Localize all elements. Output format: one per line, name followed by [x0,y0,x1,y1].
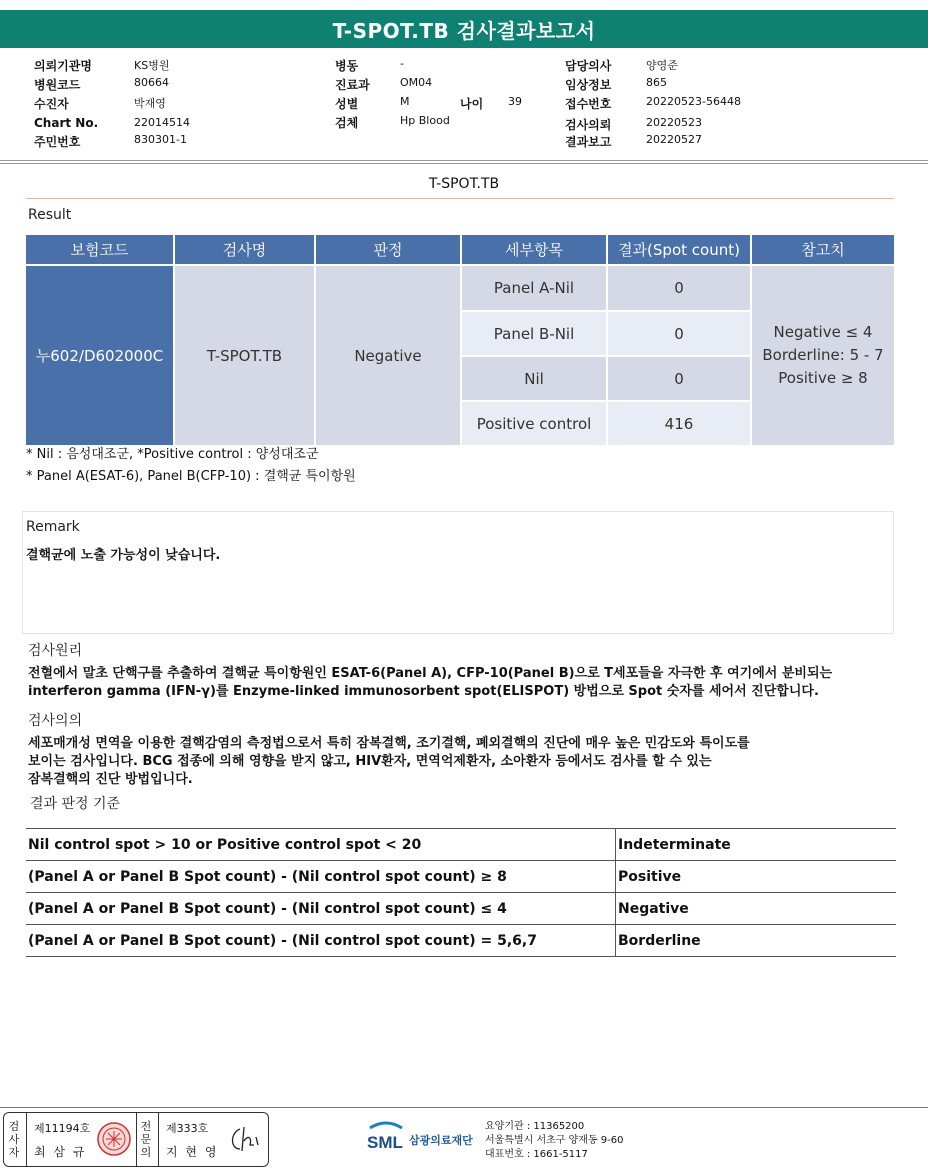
org-name: 삼광의료재단 [409,1134,473,1147]
specialist-label: 전문의 [140,1120,152,1159]
label-receipt-no: 접수번호 [565,97,612,111]
patient-info [0,50,928,160]
value-department: OM04 [400,76,433,89]
remark-label: Remark [26,519,80,535]
result-header-row [26,235,894,264]
criteria-result: Indeterminate [616,829,897,861]
reference-borderline: Borderline: 5 - 7 [762,346,884,364]
value-clinical-info: 865 [646,76,667,89]
value-id-no: 830301-1 [134,133,187,146]
insurance-code: 누602/D602000C [26,266,173,445]
significance-line: 잠복결핵의 진단 방법입니다. [28,772,193,787]
note-panel: * Panel A(ESAT-6), Panel B(CFP-10) : 결핵균 특이항원 [26,469,356,484]
item-cell: Panel B-Nil [462,312,606,355]
principle-line: 전혈에서 말초 단핵구를 추출하여 결핵균 특이항원인 ESAT-6(Panel A), CFP-10(Panel B)으로 T세포들을 자극한 후 여기에서 분비되는 [28,666,833,681]
seal-stamp-icon [96,1121,132,1157]
org-info [485,1120,624,1162]
label-id-no: 주민번호 [34,135,81,149]
col-header-result: 결과(Spot count) [608,235,750,264]
label-doctor: 담당의사 [565,59,612,73]
value-sex: M [400,95,410,108]
result-table [24,233,896,447]
remark-text: 결핵균에 노출 가능성이 낮습니다. [26,548,221,563]
result-cell: 0 [608,266,750,310]
table-row [26,893,896,925]
label-department: 진료과 [335,78,370,92]
report-title: T-SPOT.TB 검사결과보고서 [0,10,928,48]
significance-label: 검사의의 [28,713,83,729]
principle-text [28,665,832,701]
col-header-insurance: 보험코드 [26,235,173,264]
value-hospital: KS병원 [134,59,170,72]
label-hospital-code: 병원코드 [34,78,81,92]
signature-icon [226,1123,262,1155]
label-sex: 성별 [335,97,359,111]
criteria-condition: (Panel A or Panel B Spot count) - (Nil control spot count) = 5,6,7 [26,925,616,957]
sml-logo-abbr: SML [367,1133,403,1152]
specialist-name: 지 현 영 [166,1145,219,1159]
value-chart-no: 22014514 [134,116,190,129]
value-doctor: 양영준 [646,59,678,72]
table-row [26,861,896,893]
value-patient: 박재영 [134,97,166,110]
value-report-date: 20220527 [646,133,702,146]
result-label: Result [28,207,72,223]
col-header-judgment: 판정 [316,235,460,264]
label-ward: 병동 [335,59,359,73]
criteria-condition: Nil control spot > 10 or Positive control spot < 20 [26,829,616,861]
examiner-label: 검사자 [8,1120,20,1159]
principle-line: interferon gamma (IFN-γ)를 Enzyme-linked immunosorbent spot(ELISPOT) 방법으로 Spot 숫자를 세어서 진단합니다. [28,684,819,699]
criteria-result: Positive [616,861,897,893]
examiner-license: 제11194호 [34,1122,91,1135]
label-age: 나이 [460,97,484,111]
col-header-item: 세부항목 [462,235,606,264]
value-specimen: Hp Blood [400,114,450,127]
label-hospital: 의뢰기관명 [34,59,92,73]
principle-label: 검사원리 [28,643,83,659]
table-row [26,266,894,310]
org-phone: 대표번호 : 1661-5117 [485,1149,588,1160]
significance-text [28,735,750,789]
table-row [26,829,896,861]
col-header-test-name: 검사명 [175,235,314,264]
note-nil: * Nil : 음성대조군, *Positive control : 양성대조군 [26,447,319,462]
header-divider [0,160,928,164]
label-report-date: 결과보고 [565,135,612,149]
value-receipt-no: 20220523-56448 [646,95,741,108]
org-address: 서울특별시 서초구 양재동 9-60 [485,1135,624,1146]
label-clinical-info: 임상정보 [565,78,612,92]
label-patient: 수진자 [34,97,69,111]
value-ward: - [400,57,404,70]
significance-line: 세포매개성 면역을 이용한 결핵감염의 측정법으로서 특히 잠복결핵, 조기결핵, 폐외결핵의 진단에 매우 높은 민감도와 특이도를 [28,736,750,751]
remark-box [22,511,894,634]
criteria-result: Borderline [616,925,897,957]
footer-divider [0,1107,928,1108]
table-row [26,925,896,957]
signature-box [3,1112,269,1167]
significance-line: 보이는 검사입니다. BCG 접종에 의해 영향을 받지 않고, HIV환자, 면역억제환자, 소아환자 등에서도 검사를 할 수 있는 [28,754,712,769]
item-cell: Panel A-Nil [462,266,606,310]
criteria-condition: (Panel A or Panel B Spot count) - (Nil control spot count) ≥ 8 [26,861,616,893]
criteria-condition: (Panel A or Panel B Spot count) - (Nil control spot count) ≤ 4 [26,893,616,925]
section-divider [26,198,894,199]
criteria-table [26,828,896,957]
sml-logo-icon [366,1118,406,1152]
test-name: T-SPOT.TB [175,266,314,445]
value-request-date: 20220523 [646,116,702,129]
label-request-date: 검사의뢰 [565,118,612,132]
value-age: 39 [508,95,522,108]
criteria-result: Negative [616,893,897,925]
item-cell: Positive control [462,402,606,445]
org-code: 요양기관 : 11365200 [485,1121,585,1132]
judgment: Negative [316,266,460,445]
label-chart-no: Chart No. [34,116,99,130]
value-hospital-code: 80664 [134,76,169,89]
label-specimen: 검체 [335,116,359,130]
item-cell: Nil [462,357,606,400]
result-cell: 0 [608,357,750,400]
col-header-reference: 참고치 [752,235,894,264]
criteria-label: 결과 판정 기준 [30,796,121,812]
section-title: T-SPOT.TB [428,176,500,192]
examiner-name: 최 삼 규 [34,1145,87,1159]
reference-positive: Positive ≥ 8 [778,369,868,387]
reference-negative: Negative ≤ 4 [773,323,873,341]
result-cell: 416 [608,402,750,445]
result-cell: 0 [608,312,750,355]
specialist-license: 제333호 [166,1122,209,1135]
reference-cell [752,266,894,445]
